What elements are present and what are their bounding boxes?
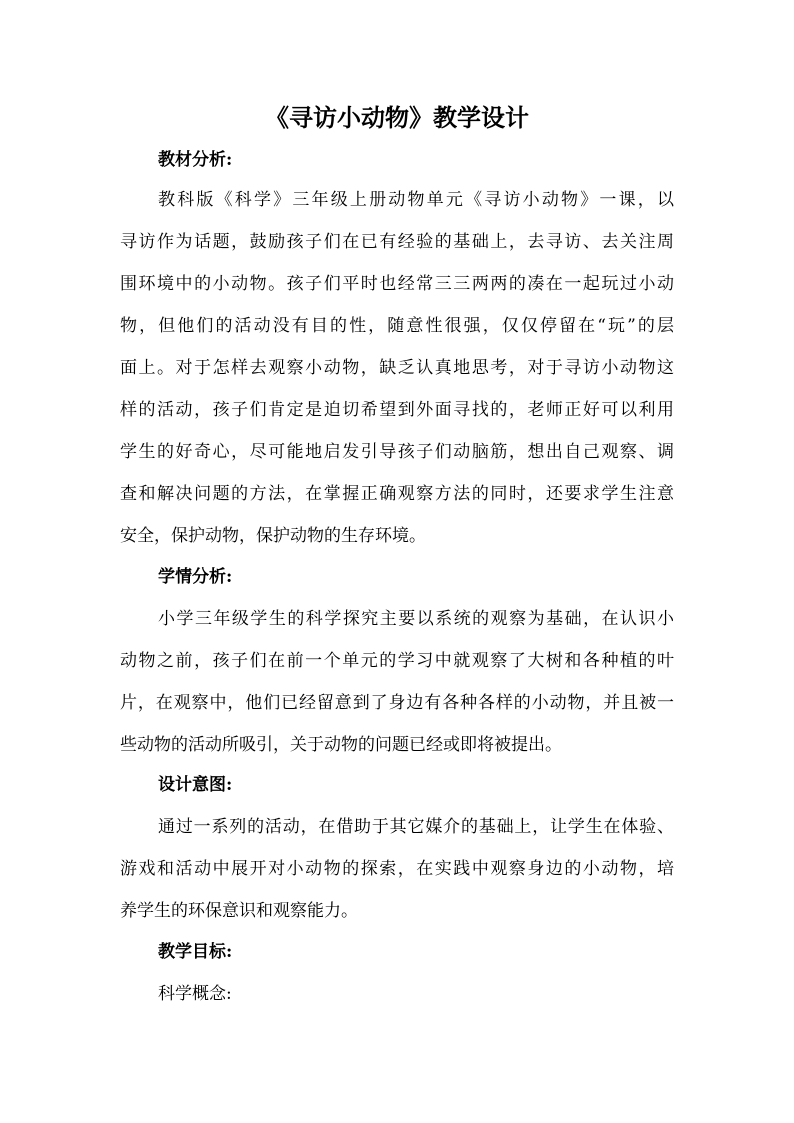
section-heading-textbook-analysis: 教材分析: — [158, 150, 233, 170]
paragraph-line: 小学三年级学生的科学探究主要以系统的观察为基础，在认识小 — [158, 609, 674, 629]
section-heading-teaching-goals: 教学目标: — [158, 942, 233, 962]
paragraph-line: 安全，保护动物，保护动物的生存环境。 — [120, 526, 426, 546]
paragraph-line: 教科版《科学》三年级上册动物单元《寻访小动物》一课，以 — [158, 190, 674, 210]
paragraph-line: 物，但他们的活动没有目的性，随意性很强，仅仅停留在“玩”的层 — [120, 316, 674, 336]
paragraph-line: 寻访作为话题，鼓励孩子们在已有经验的基础上，去寻访、去关注周 — [120, 232, 674, 252]
paragraph-line: 动物之前，孩子们在前一个单元的学习中就观察了大树和各种植的叶 — [120, 651, 674, 671]
paragraph-line: 围环境中的小动物。孩子们平时也经常三三两两的凑在一起玩过小动 — [120, 274, 674, 294]
section-heading-learner-analysis: 学情分析: — [158, 567, 233, 587]
paragraph-line: 些动物的活动所吸引，关于动物的问题已经或即将被提出。 — [120, 735, 562, 755]
section-heading-design-intent: 设计意图: — [158, 775, 233, 795]
document-title: 《寻访小动物》教学设计 — [265, 103, 529, 132]
subheading-science-concepts: 科学概念: — [158, 984, 232, 1004]
paragraph-line: 游戏和活动中展开对小动物的探索，在实践中观察身边的小动物，培 — [120, 859, 674, 879]
paragraph-line: 养学生的环保意识和观察能力。 — [120, 901, 358, 921]
paragraph-line: 样的活动，孩子们肯定是迫切希望到外面寻找的，老师正好可以利用 — [120, 400, 674, 420]
paragraph-line: 学生的好奇心，尽可能地启发引导孩子们动脑筋，想出自己观察、调 — [120, 442, 674, 462]
paragraph-line: 通过一系列的活动，在借助于其它媒介的基础上，让学生在体验、 — [158, 817, 674, 837]
paragraph-line: 面上。对于怎样去观察小动物，缺乏认真地思考，对于寻访小动物这 — [120, 358, 674, 378]
paragraph-line: 查和解决问题的方法，在掌握正确观察方法的同时，还要求学生注意 — [120, 484, 674, 504]
paragraph-line: 片，在观察中，他们已经留意到了身边有各种各样的小动物，并且被一 — [120, 693, 674, 713]
